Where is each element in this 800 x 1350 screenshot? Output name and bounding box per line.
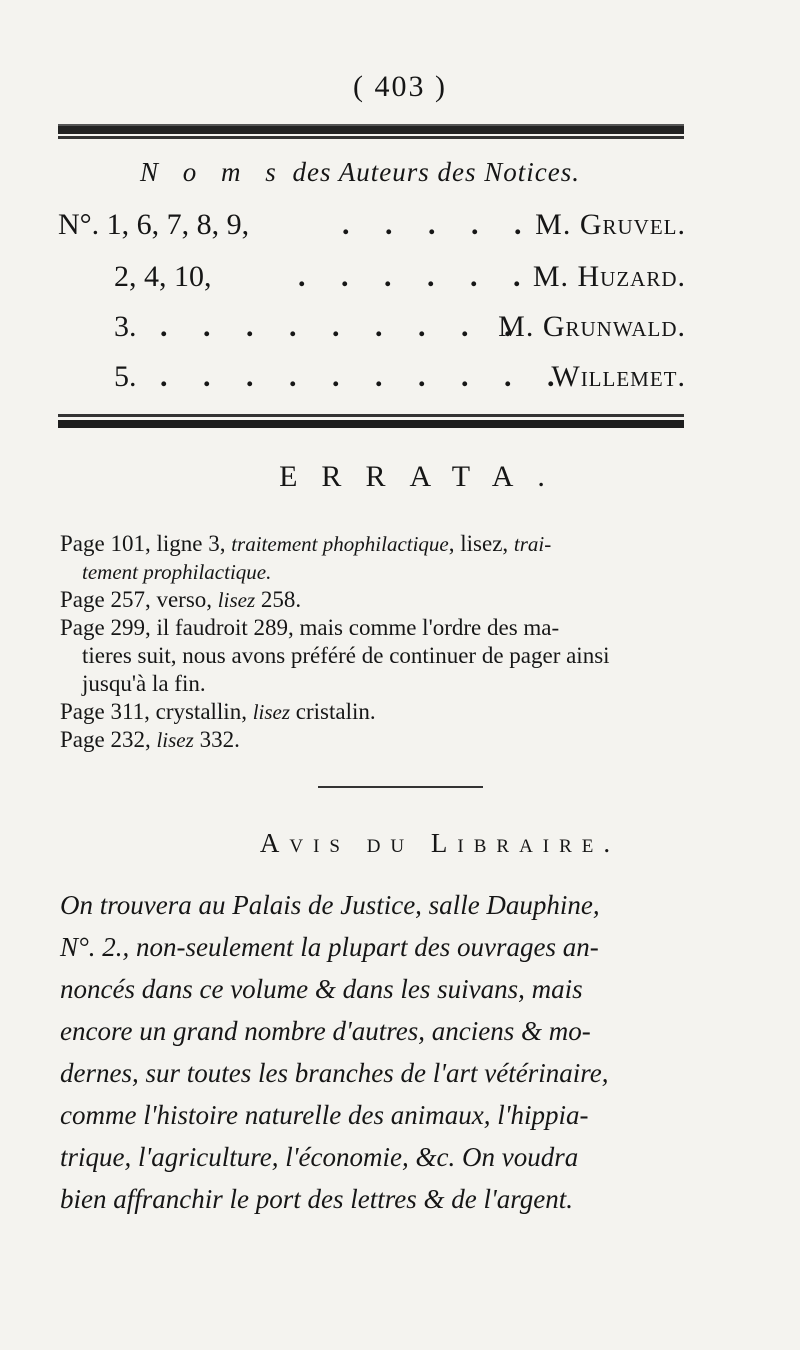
errata-line [60, 698, 690, 726]
avis-line: On trouvera au Palais de Justice, salle Dauphine, [60, 890, 600, 920]
author-row-name: M. Huzard. [532, 260, 686, 293]
author-row-numbers: N°. 1, 6, 7, 8, 9, [58, 208, 250, 241]
errata-text: tieres suit, nous avons préféré de continuer de pager ainsi [82, 643, 610, 668]
errata-italic: lisez [156, 728, 194, 752]
avis-title: Avis du Libraire. [259, 828, 621, 858]
top-rule [58, 124, 684, 134]
middle-rule [58, 420, 684, 428]
errata-text: cristalin. [290, 699, 376, 724]
middle-rule-thin [58, 414, 684, 417]
errata-line [60, 614, 690, 642]
authors-heading [140, 157, 580, 188]
errata-line [60, 642, 690, 670]
author-row-dots: . . . . . . . . . . [160, 360, 569, 393]
author-row-name: M. Grunwald. [498, 310, 686, 343]
author-row-dots: . . . . . . . . . [160, 310, 526, 343]
errata-line [60, 726, 690, 754]
errata-line [60, 530, 690, 558]
avis-line: noncés dans ce volume & dans les suivans, mais [60, 974, 583, 1004]
avis-line: bien affranchir le port des lettres & de l'argent. [60, 1184, 573, 1214]
author-row-numbers: 3. [114, 310, 137, 343]
errata-text: Page 257, verso, [60, 587, 218, 612]
author-row [0, 360, 800, 400]
errata-text: 332. [193, 727, 240, 752]
section-divider [318, 786, 483, 788]
errata-text: Page 232, [60, 727, 157, 752]
author-row-numbers: 5. [114, 360, 137, 393]
author-row-name: M. Gruvel. [535, 208, 686, 241]
errata-italic: tement prophilactique. [82, 560, 272, 584]
errata-italic: lisez [252, 700, 291, 724]
author-row-dots: . . . . . [342, 208, 536, 241]
errata-line [60, 558, 690, 586]
errata-line [60, 670, 690, 698]
avis-line: encore un grand nombre d'autres, anciens & mo- [60, 1016, 591, 1046]
errata-list [60, 530, 690, 754]
errata-text: jusqu'à la fin. [82, 671, 206, 696]
avis-line: comme l'histoire naturelle des animaux, l'hippia- [60, 1100, 589, 1130]
errata-italic: trai- [513, 532, 552, 556]
author-row [0, 208, 800, 248]
authors-heading-first: N o m s [140, 157, 285, 187]
author-row-dots: . . . . . . [298, 260, 535, 293]
author-row [0, 260, 800, 300]
top-rule-thin [58, 136, 684, 139]
authors-heading-rest: des Auteurs des Notices. [284, 157, 580, 187]
avis-line: N°. 2., non-seulement la plupart des ouvrages an- [60, 932, 599, 962]
errata-text: , lisez, [448, 531, 514, 556]
avis-paragraph [60, 884, 685, 1220]
author-row [0, 310, 800, 350]
errata-italic: traitement phophilactique [231, 532, 449, 556]
errata-text: 258. [255, 587, 302, 612]
errata-text: Page 101, ligne 3, [60, 531, 232, 556]
author-row-numbers: 2, 4, 10, [114, 260, 212, 293]
errata-text: Page 311, crystallin, [60, 699, 253, 724]
errata-title: ERRATA. [279, 460, 569, 493]
errata-italic: lisez [217, 588, 256, 612]
avis-line: trique, l'agriculture, l'économie, &c. On voudra [60, 1142, 579, 1172]
errata-line [60, 586, 690, 614]
avis-line: dernes, sur toutes les branches de l'art vétérinaire, [60, 1058, 609, 1088]
errata-text: Page 299, il faudroit 289, mais comme l'ordre des ma- [60, 615, 560, 640]
author-row-name: Willemet. [551, 360, 686, 393]
page-number: ( 403 ) [353, 70, 447, 103]
